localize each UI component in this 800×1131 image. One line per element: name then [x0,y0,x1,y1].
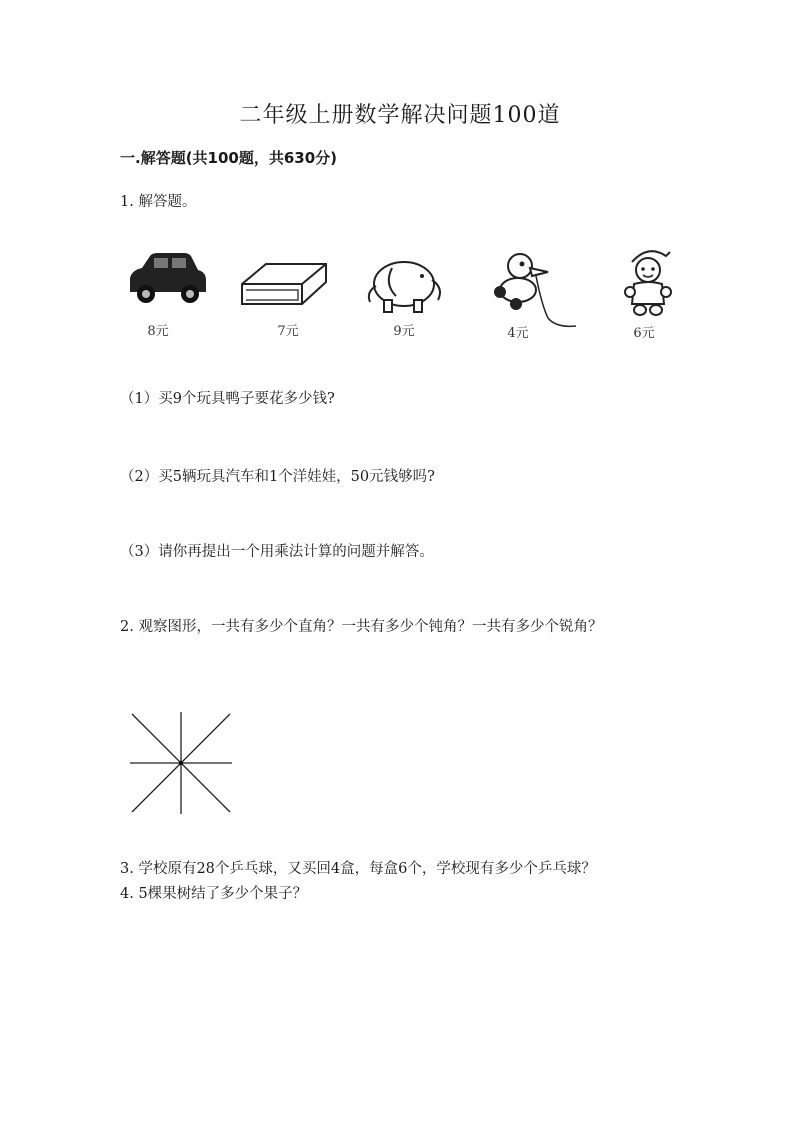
elephant-price: 9元 [393,324,415,339]
car-price: 8元 [147,324,169,339]
question-1-sub-2: （2）买5辆玩具汽车和1个洋娃娃，50元钱够吗? [120,469,435,485]
page-title: 二年级上册数学解决问题100道 [239,103,561,128]
section-heading: 一.解答题(共100题，共630分) [120,149,338,167]
question-1-sub-3: （3）请你再提出一个用乘法计算的问题并解答。 [120,544,434,560]
question-3-label: 3. 学校原有28个乒乓球，又买回4盒，每盒6个，学校现有多少个乒乓球？ [120,861,596,877]
question-1-sub-1: （1）买9个玩具鸭子要花多少钱? [120,391,335,407]
doll-price: 6元 [633,326,655,341]
elephant-icon [362,254,462,354]
duck-toy-price: 4元 [507,326,529,341]
question-4-label: 4. 5棵果树结了多少个果子？ [120,886,308,902]
pencil-box-icon [236,256,336,356]
pencil-box-price: 7元 [277,324,299,339]
question-1-label: 1. 解答题。 [120,194,197,210]
angle-lines-figure [128,710,234,820]
question-2-label: 2. 观察图形，一共有多少个直角？一共有多少个钝角？一共有多少个锐角？ [120,619,603,635]
